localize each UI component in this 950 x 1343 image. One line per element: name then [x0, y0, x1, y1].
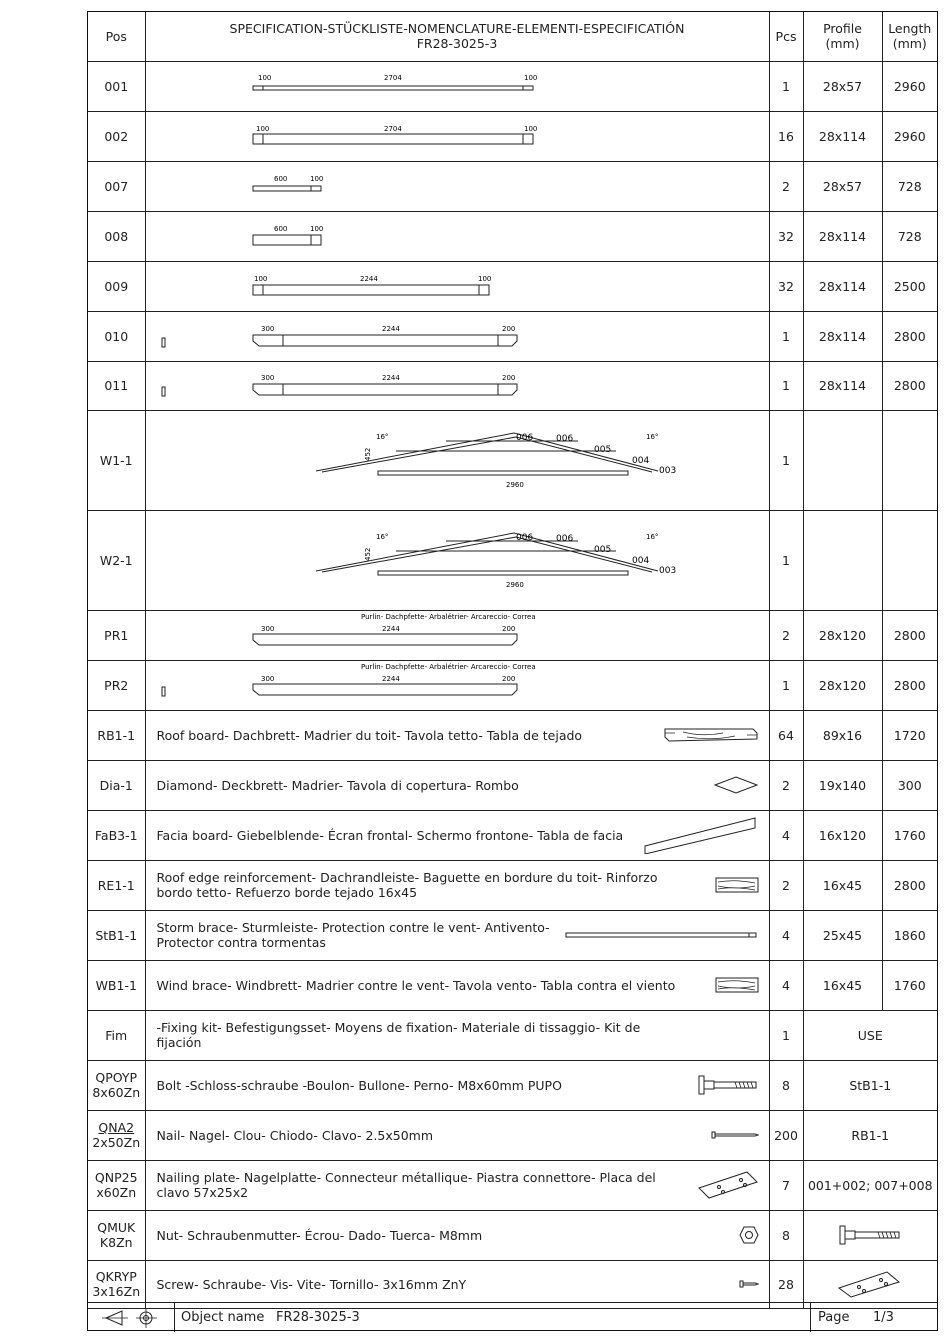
dim-label: 100: [257, 73, 271, 82]
pos-size: x60Zn: [96, 1185, 137, 1200]
object-name-label: Object name: [181, 1310, 265, 1325]
use-cell: RB1-1: [803, 1110, 937, 1160]
length-cell: 1720: [882, 710, 937, 760]
dim-label: 100: [309, 174, 323, 183]
dim-label: 2704: [383, 73, 402, 82]
profile-cell: 28x120: [803, 660, 882, 710]
profile-cell: 28x114: [803, 311, 882, 361]
member-label: 005: [593, 444, 611, 455]
use-cell: 001+002; 007+008: [803, 1160, 937, 1210]
length-cell: 728: [882, 211, 937, 261]
pos-cell: PR1: [88, 610, 145, 660]
angle-label: 16°: [645, 532, 658, 541]
pcs-cell: 200: [769, 1110, 803, 1160]
table-row: [88, 910, 937, 960]
beam-drawing: [146, 112, 770, 161]
dim-label: 200: [501, 674, 515, 683]
table-row: [88, 1060, 937, 1110]
header-pos: Pos: [88, 12, 145, 61]
header-profile-label: Profile: [823, 21, 862, 37]
header-profile-unit: (mm): [825, 36, 860, 52]
pos-cell: W1-1: [88, 410, 145, 510]
description: Storm brace- Sturmleiste- Protection contre le vent- Antivento- Protector contra tormentas: [156, 920, 550, 950]
description: Wind brace- Windbrett- Madrier contre le vent- Tavola vento- Tabla contra el viento: [156, 977, 676, 993]
pos-cell: StB1-1: [88, 910, 145, 960]
header-length: [882, 12, 937, 61]
use-cell: [803, 1210, 937, 1260]
description: Nut- Schraubenmutter- Écrou- Dado- Tuerca- M8mm: [156, 1227, 483, 1243]
desc-cell: [145, 810, 769, 860]
pcs-cell: 1: [769, 660, 803, 710]
beam-drawing: [146, 312, 770, 361]
table-row: [88, 111, 937, 161]
length-cell: 300: [882, 760, 937, 810]
description: Bolt -Schloss-schraube -Boulon- Bullone- Perno- M8x60mm PUPO: [156, 1077, 562, 1093]
drawing-cell: [145, 660, 769, 710]
drawing-cell: [145, 111, 769, 161]
pcs-cell: 32: [769, 261, 803, 311]
projection-symbol: [102, 1303, 162, 1332]
description: Roof board- Dachbrett- Madrier du toit- Tavola tetto- Tabla de tejado: [156, 727, 583, 743]
length-cell: 1860: [882, 910, 937, 960]
beam-drawing: [146, 62, 770, 111]
profile-cell: 28x114: [803, 111, 882, 161]
dim-label: 300: [260, 324, 274, 333]
pos-cell: 009: [88, 261, 145, 311]
profile-cell: 28x114: [803, 261, 882, 311]
height-label: 452: [363, 547, 372, 561]
bolt-icon: [838, 1224, 902, 1246]
profile-cell: 28x120: [803, 610, 882, 660]
divider: [810, 1303, 811, 1332]
pcs-cell: 32: [769, 211, 803, 261]
table-row: [88, 311, 937, 361]
diamond-icon: [713, 775, 759, 795]
length-cell: 2960: [882, 61, 937, 111]
dim-label: 200: [501, 373, 515, 382]
profile-cell: 19x140: [803, 760, 882, 810]
pos-code: QPOYP: [95, 1070, 138, 1085]
pos-code: QNA2: [98, 1120, 135, 1135]
pos-code: QMUK: [97, 1220, 136, 1235]
pos-cell: Fim: [88, 1010, 145, 1060]
length-cell: 2800: [882, 361, 937, 410]
beam-drawing: [146, 162, 770, 211]
pos-size: 8x60Zn: [92, 1085, 141, 1100]
drawing-cell: [145, 161, 769, 211]
beam-shape: [253, 335, 517, 346]
bolt-icon: [697, 1074, 759, 1096]
pcs-cell: 2: [769, 860, 803, 910]
desc-cell: [145, 860, 769, 910]
section-mark: [162, 387, 165, 396]
pos-cell: FaB3-1: [88, 810, 145, 860]
description: Nail- Nagel- Clou- Chiodo- Clavo- 2.5x50mm: [156, 1127, 434, 1143]
projection-icon: [102, 1307, 158, 1329]
desc-cell: [145, 1110, 769, 1160]
use-cell: StB1-1: [803, 1060, 937, 1110]
height-label: 452: [363, 447, 372, 461]
facia-board-icon: [643, 816, 759, 854]
drawing-cell: [145, 361, 769, 410]
pos-cell: RB1-1: [88, 710, 145, 760]
length-cell: 1760: [882, 810, 937, 860]
roof-board-icon: [663, 725, 759, 745]
pos-size: 3x16Zn: [92, 1284, 141, 1299]
angle-label: 16°: [645, 432, 658, 441]
beam-shape: [253, 86, 533, 90]
pos-size: K8Zn: [99, 1235, 133, 1250]
span-label: 2960: [505, 580, 524, 589]
dim-label: 2704: [383, 124, 402, 133]
length-cell: 2800: [882, 311, 937, 361]
profile-cell: 16x45: [803, 960, 882, 1010]
use-cell: USE: [803, 1010, 937, 1060]
profile-cell: 28x57: [803, 61, 882, 111]
dim-label: 100: [523, 124, 537, 133]
length-cell: [882, 410, 937, 510]
wood-grain-icon: [715, 876, 759, 894]
pos-cell: [88, 1260, 145, 1308]
specification-table: [88, 12, 937, 1309]
drawing-cell: [145, 61, 769, 111]
drawing-cell: [145, 610, 769, 660]
dim-label: 2244: [381, 324, 400, 333]
wood-grain-icon: [715, 976, 759, 994]
desc-cell: [145, 760, 769, 810]
pcs-cell: 1: [769, 510, 803, 610]
table-row: [88, 61, 937, 111]
length-cell: 1760: [882, 960, 937, 1010]
pos-cell: 002: [88, 111, 145, 161]
table-row: [88, 710, 937, 760]
table-row: [88, 960, 937, 1010]
pcs-cell: 8: [769, 1210, 803, 1260]
beam-shape: [253, 634, 517, 645]
purlin-caption: Purlin- Dachpfette- Arbalétrier- Arcareccio- Correa: [360, 662, 536, 671]
pos-cell: 007: [88, 161, 145, 211]
profile-cell: 16x45: [803, 860, 882, 910]
pos-cell: 008: [88, 211, 145, 261]
storm-brace-icon: [565, 931, 759, 939]
beam-shape: [253, 285, 489, 295]
drawing-cell: [145, 410, 769, 510]
desc-cell: [145, 910, 769, 960]
nail-icon: [711, 1131, 759, 1139]
drawing-cell: [145, 510, 769, 610]
beam-shape: [253, 134, 533, 144]
truss-bottom-chord: [378, 571, 628, 575]
dim-label: 100: [255, 124, 269, 133]
desc-cell: [145, 1160, 769, 1210]
profile-cell: 28x114: [803, 211, 882, 261]
beam-shape: [253, 684, 517, 695]
pos-cell: 010: [88, 311, 145, 361]
member-label: 005: [593, 544, 611, 555]
pos-cell: [88, 1110, 145, 1160]
pcs-cell: 16: [769, 111, 803, 161]
pcs-cell: 2: [769, 760, 803, 810]
truss-drawing: [146, 511, 770, 610]
pos-cell: [88, 1060, 145, 1110]
table-row: [88, 1160, 937, 1210]
profile-cell: [803, 410, 882, 510]
dim-label: 200: [501, 624, 515, 633]
pcs-cell: 4: [769, 910, 803, 960]
length-cell: 2500: [882, 261, 937, 311]
profile-cell: 28x57: [803, 161, 882, 211]
dim-label: 100: [523, 73, 537, 82]
dim-label: 2244: [381, 624, 400, 633]
pcs-cell: 4: [769, 810, 803, 860]
header-title: [145, 12, 769, 61]
page-number: 1/3: [873, 1310, 894, 1325]
section-mark: [162, 338, 165, 347]
pcs-cell: 1: [769, 311, 803, 361]
pos-cell: WB1-1: [88, 960, 145, 1010]
length-cell: 2800: [882, 660, 937, 710]
dim-label: 600: [273, 174, 287, 183]
table-row: [88, 1210, 937, 1260]
table-row: [88, 261, 937, 311]
pos-cell: PR2: [88, 660, 145, 710]
dim-label: 600: [273, 224, 287, 233]
dim-label: 100: [477, 274, 491, 283]
member-label: 003: [658, 565, 676, 576]
dim-label: 300: [260, 674, 274, 683]
description: -Fixing kit- Befestigungsset- Moyens de fixation- Materiale di tissaggio- Kit de fijación: [156, 1020, 641, 1050]
pos-cell: W2-1: [88, 510, 145, 610]
dim-label: 2244: [381, 373, 400, 382]
angle-label: 16°: [375, 532, 388, 541]
truss-bottom-chord: [378, 471, 628, 475]
beam-drawing: [146, 262, 770, 311]
dim-label: 2244: [381, 674, 400, 683]
pcs-cell: 2: [769, 610, 803, 660]
nailing-plate-icon: [697, 1170, 759, 1200]
pos-code: QNP25: [94, 1170, 138, 1185]
pcs-cell: 28: [769, 1260, 803, 1308]
member-label: 004: [631, 455, 649, 466]
pcs-cell: 1: [769, 361, 803, 410]
pos-cell: RE1-1: [88, 860, 145, 910]
hex-nut-icon: [739, 1226, 759, 1244]
header-pcs: Pcs: [769, 12, 803, 61]
screw-icon: [739, 1280, 759, 1288]
pcs-cell: 1: [769, 1010, 803, 1060]
purlin-drawing: [146, 611, 770, 660]
desc-cell: [145, 710, 769, 760]
member-label: 006: [555, 433, 573, 444]
length-cell: 2800: [882, 610, 937, 660]
description: Facia board- Giebelblende- Écran frontal- Schermo frontone- Tabla de facia: [156, 827, 624, 843]
beam-drawing: [146, 362, 770, 410]
purlin-drawing: [146, 661, 770, 710]
desc-cell: [145, 960, 769, 1010]
table-row: [88, 610, 937, 660]
table-row: [88, 510, 937, 610]
pos-cell: [88, 1160, 145, 1210]
pcs-cell: 2: [769, 161, 803, 211]
pos-code: QKRYP: [95, 1269, 137, 1284]
table-row: [88, 810, 937, 860]
member-label: 003: [658, 465, 676, 476]
length-cell: 728: [882, 161, 937, 211]
truss-drawing: [146, 411, 770, 510]
header-length-label: Length: [888, 21, 932, 37]
section-mark: [162, 687, 165, 696]
object-name-value: FR28-3025-3: [276, 1310, 360, 1325]
pcs-cell: 1: [769, 61, 803, 111]
desc-cell: [145, 1210, 769, 1260]
table-row: [88, 660, 937, 710]
beam-drawing: [146, 212, 770, 261]
nailing-plate-icon: [837, 1270, 903, 1298]
purlin-caption: Purlin- Dachpfette- Arbalétrier- Arcareccio- Correa: [360, 612, 536, 621]
member-label: 004: [631, 555, 649, 566]
angle-label: 16°: [375, 432, 388, 441]
dim-label: 300: [260, 373, 274, 382]
pos-size: 2x50Zn: [92, 1135, 141, 1150]
profile-cell: 16x120: [803, 810, 882, 860]
length-cell: [882, 510, 937, 610]
pcs-cell: 1: [769, 410, 803, 510]
table-row: [88, 161, 937, 211]
pcs-cell: 4: [769, 960, 803, 1010]
table-row: [88, 1260, 937, 1308]
description: Diamond- Deckbrett- Madrier- Tavola di copertura- Rombo: [156, 777, 519, 793]
use-cell: [803, 1260, 937, 1308]
pos-cell: Dia-1: [88, 760, 145, 810]
pcs-cell: 64: [769, 710, 803, 760]
header-length-unit: (mm): [892, 36, 927, 52]
dim-label: 200: [501, 324, 515, 333]
drawing-cell: [145, 311, 769, 361]
member-label: 006: [555, 533, 573, 544]
pos-cell: [88, 1210, 145, 1260]
table-row: [88, 211, 937, 261]
pos-cell: 011: [88, 361, 145, 410]
member-label: 006: [515, 432, 533, 443]
table-row: [88, 1010, 937, 1060]
desc-cell: [145, 1060, 769, 1110]
profile-cell: 28x114: [803, 361, 882, 410]
header-title-line1: SPECIFICATION-STÜCKLISTE-NOMENCLATURE-ELEMENTI-ESPECIFICATIÓN: [229, 21, 685, 37]
page-label: Page: [818, 1310, 850, 1325]
table-row: [88, 1110, 937, 1160]
pos-cell: 001: [88, 61, 145, 111]
title-block: [88, 1302, 937, 1332]
profile-cell: [803, 510, 882, 610]
table-row: [88, 860, 937, 910]
profile-cell: 89x16: [803, 710, 882, 760]
table-row: [88, 361, 937, 410]
table-row: [88, 410, 937, 510]
desc-cell: [145, 1260, 769, 1308]
length-cell: 2960: [882, 111, 937, 161]
member-label: 006: [515, 532, 533, 543]
dim-label: 300: [260, 624, 274, 633]
header-row: [88, 12, 937, 61]
header-profile: [803, 12, 882, 61]
dim-label: 100: [309, 224, 323, 233]
divider: [174, 1303, 175, 1332]
pcs-cell: 8: [769, 1060, 803, 1110]
beam-shape: [253, 384, 517, 395]
pcs-cell: 7: [769, 1160, 803, 1210]
profile-cell: 25x45: [803, 910, 882, 960]
description: Roof edge reinforcement- Dachrandleiste- Baguette en bordure du toit- Rinforzo bordo tetto- Refuerzo borde tejado 16x45: [156, 870, 658, 900]
dim-label: 100: [253, 274, 267, 283]
spec-sheet: [87, 11, 938, 1331]
description: Screw- Schraube- Vis- Vite- Tornillo- 3x16mm ZnY: [156, 1276, 467, 1292]
header-title-line2: FR28-3025-3: [416, 36, 498, 52]
drawing-cell: [145, 261, 769, 311]
dim-label: 2244: [359, 274, 378, 283]
desc-cell: [145, 1010, 769, 1060]
description: Nailing plate- Nagelplatte- Connecteur métallique- Piastra connettore- Placa del clavo 57x25x2: [156, 1170, 656, 1200]
span-label: 2960: [505, 480, 524, 489]
drawing-cell: [145, 211, 769, 261]
table-row: [88, 760, 937, 810]
length-cell: 2800: [882, 860, 937, 910]
